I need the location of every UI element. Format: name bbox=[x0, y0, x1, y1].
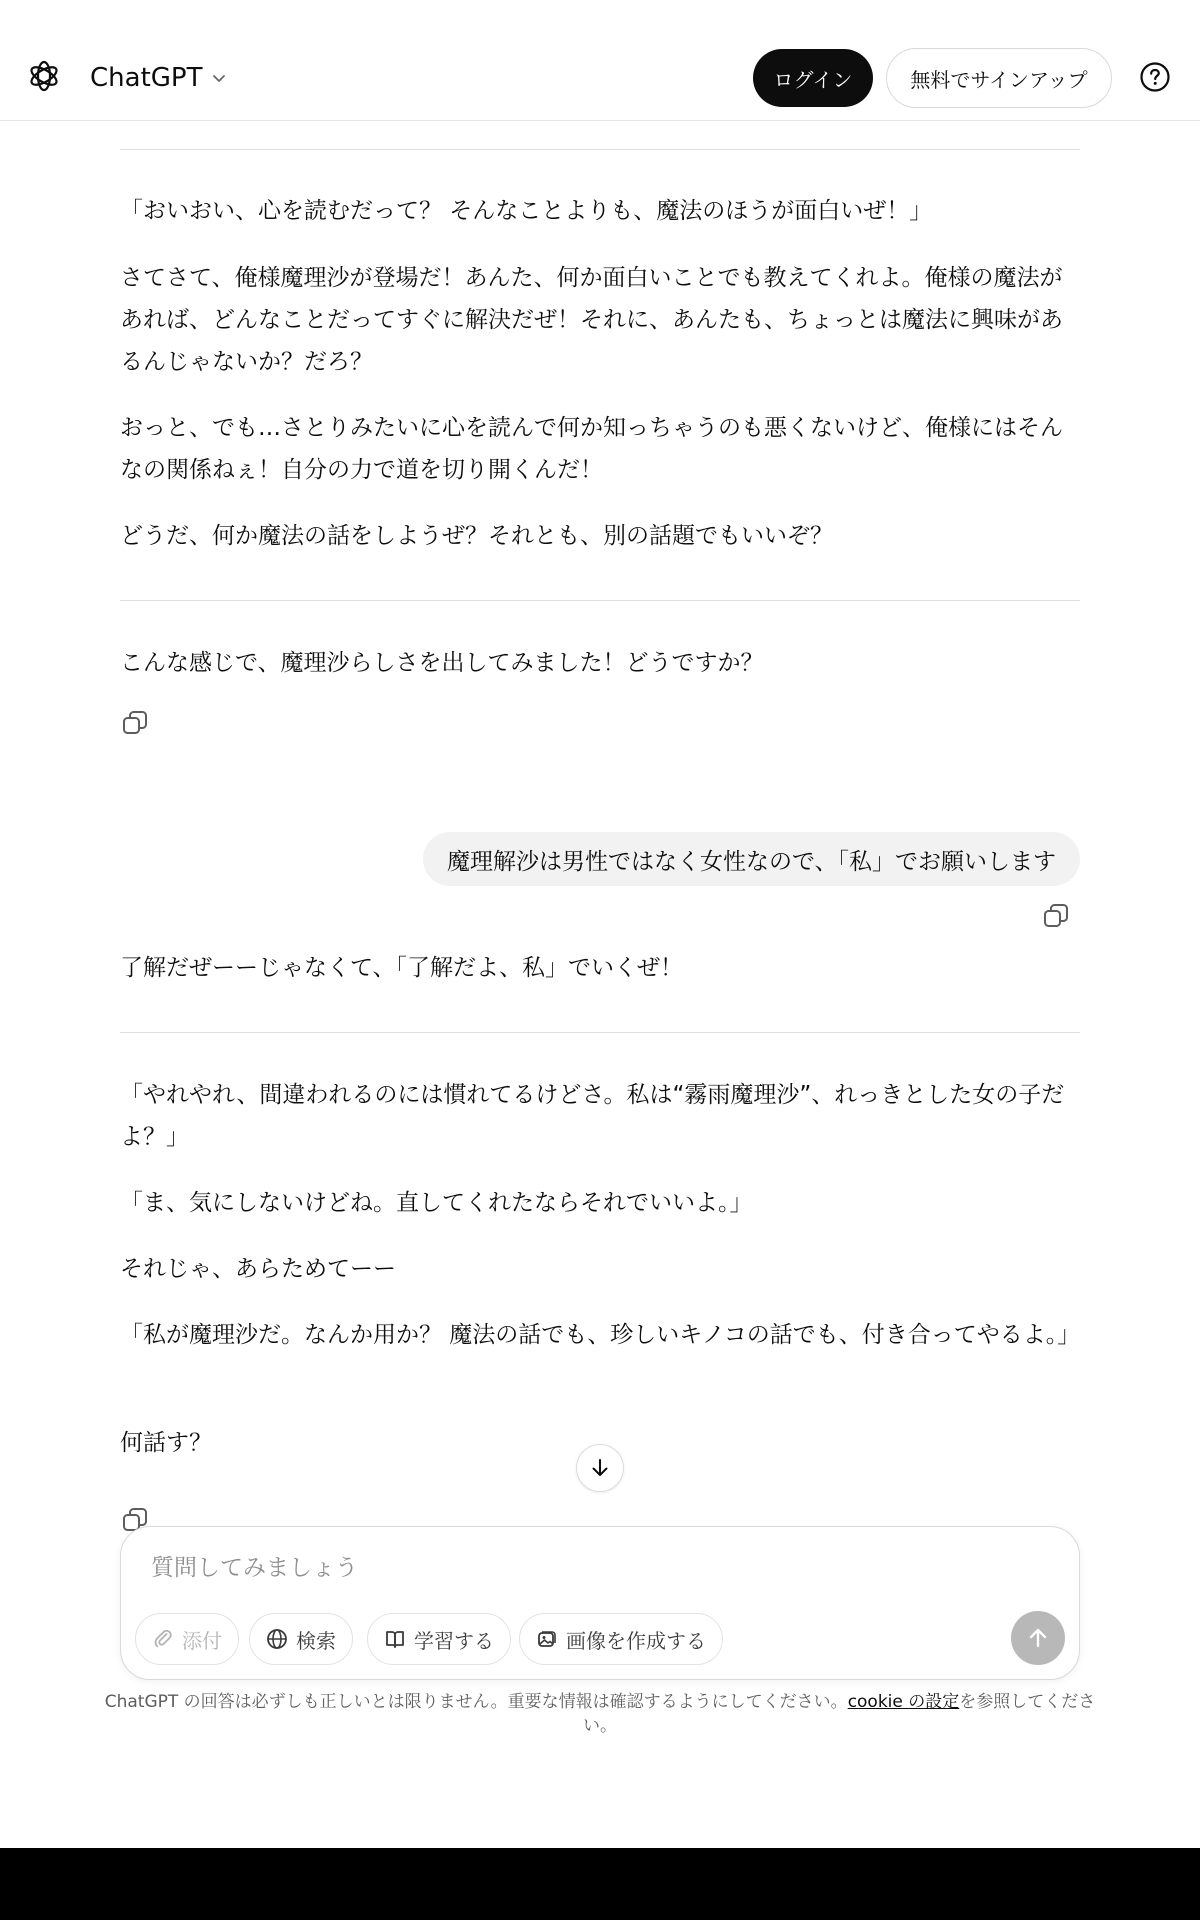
book-icon bbox=[384, 1628, 406, 1650]
create-image-label: 画像を作成する bbox=[566, 1628, 706, 1653]
section-divider bbox=[120, 149, 1080, 150]
cookie-settings-link[interactable]: cookie の設定 bbox=[847, 1692, 960, 1712]
section-divider bbox=[120, 600, 1080, 601]
image-icon bbox=[536, 1628, 558, 1650]
disclaimer-note bbox=[90, 1690, 1110, 1738]
assistant-paragraph: 「ま、気にしないけどね。直してくれたならそれでいいよ。」 bbox=[120, 1190, 753, 1216]
attach-button[interactable] bbox=[135, 1613, 239, 1665]
search-label: 検索 bbox=[296, 1628, 336, 1653]
arrow-up-icon bbox=[1025, 1625, 1051, 1651]
assistant-paragraph: 「おいおい、心を読むだって？ そんなことよりも、魔法のほうが面白いぜ！」 bbox=[120, 198, 933, 224]
search-button[interactable] bbox=[249, 1613, 353, 1665]
help-circle-icon[interactable] bbox=[1139, 61, 1171, 93]
send-button[interactable] bbox=[1011, 1611, 1065, 1665]
message-composer bbox=[120, 1526, 1080, 1680]
scroll-to-bottom-button[interactable] bbox=[576, 1444, 624, 1492]
assistant-paragraph: こんな感じで、魔理沙らしさを出してみました！どうですか？ bbox=[120, 650, 764, 676]
openai-logo-icon[interactable] bbox=[26, 58, 62, 94]
paperclip-icon bbox=[152, 1628, 174, 1650]
assistant-paragraph: おっと、でも…さとりみたいに心を読んで何か知っちゃうのも悪くないけど、俺様にはそんなの関係ねぇ！自分の力で道を切り開くんだ！ bbox=[120, 415, 1063, 483]
bottom-system-bar bbox=[0, 1848, 1200, 1920]
login-button[interactable]: ログイン bbox=[753, 49, 873, 107]
model-name: ChatGPT bbox=[90, 63, 203, 93]
study-button[interactable] bbox=[367, 1613, 511, 1665]
disclaimer-text: ChatGPT の回答は必ずしも正しいとは限りません。重要な情報は確認するようにしてください。 bbox=[104, 1692, 848, 1712]
assistant-paragraph: どうだ、何か魔法の話をしようぜ？それとも、別の話題でもいいぞ？ bbox=[120, 523, 833, 549]
globe-icon bbox=[266, 1628, 288, 1650]
top-bar bbox=[0, 0, 1200, 121]
copy-icon[interactable] bbox=[121, 709, 149, 737]
chevron-down-icon bbox=[210, 69, 228, 87]
attach-label: 添付 bbox=[182, 1628, 222, 1653]
copy-icon[interactable] bbox=[1042, 902, 1070, 930]
assistant-paragraph: 何話す？ bbox=[120, 1430, 212, 1456]
assistant-paragraph: それじゃ、あらためてーー bbox=[120, 1256, 396, 1282]
arrow-down-icon bbox=[588, 1456, 612, 1480]
disclaimer-text-end: を参照してください。 bbox=[583, 1692, 1096, 1736]
message-input[interactable]: 質問してみましょう bbox=[151, 1555, 358, 1581]
assistant-paragraph: 了解だぜーーじゃなくて、「了解だよ、私」でいくぜ！ bbox=[120, 955, 684, 981]
study-label: 学習する bbox=[414, 1628, 494, 1653]
assistant-paragraph: さてさて、俺様魔理沙が登場だ！あんた、何か面白いことでも教えてくれよ。俺様の魔法があれば、どんなことだってすぐに解決だぜ！それに、あんたも、ちょっとは魔法に興味があるんじゃないか？だろ？ bbox=[120, 265, 1063, 375]
model-selector[interactable] bbox=[90, 58, 228, 98]
signup-button[interactable]: 無料でサインアップ bbox=[886, 48, 1112, 108]
assistant-paragraph: 「やれやれ、間違われるのには慣れてるけどさ。私は“霧雨魔理沙”、れっきとした女の子だよ？」 bbox=[120, 1082, 1065, 1150]
section-divider bbox=[120, 1032, 1080, 1033]
assistant-paragraph: 「私が魔理沙だ。なんか用か？ 魔法の話でも、珍しいキノコの話でも、付き合ってやるよ。」 bbox=[120, 1322, 1081, 1348]
create-image-button[interactable] bbox=[519, 1613, 723, 1665]
user-message-bubble: 魔理解沙は男性ではなく女性なので、「私」でお願いします bbox=[423, 832, 1080, 886]
